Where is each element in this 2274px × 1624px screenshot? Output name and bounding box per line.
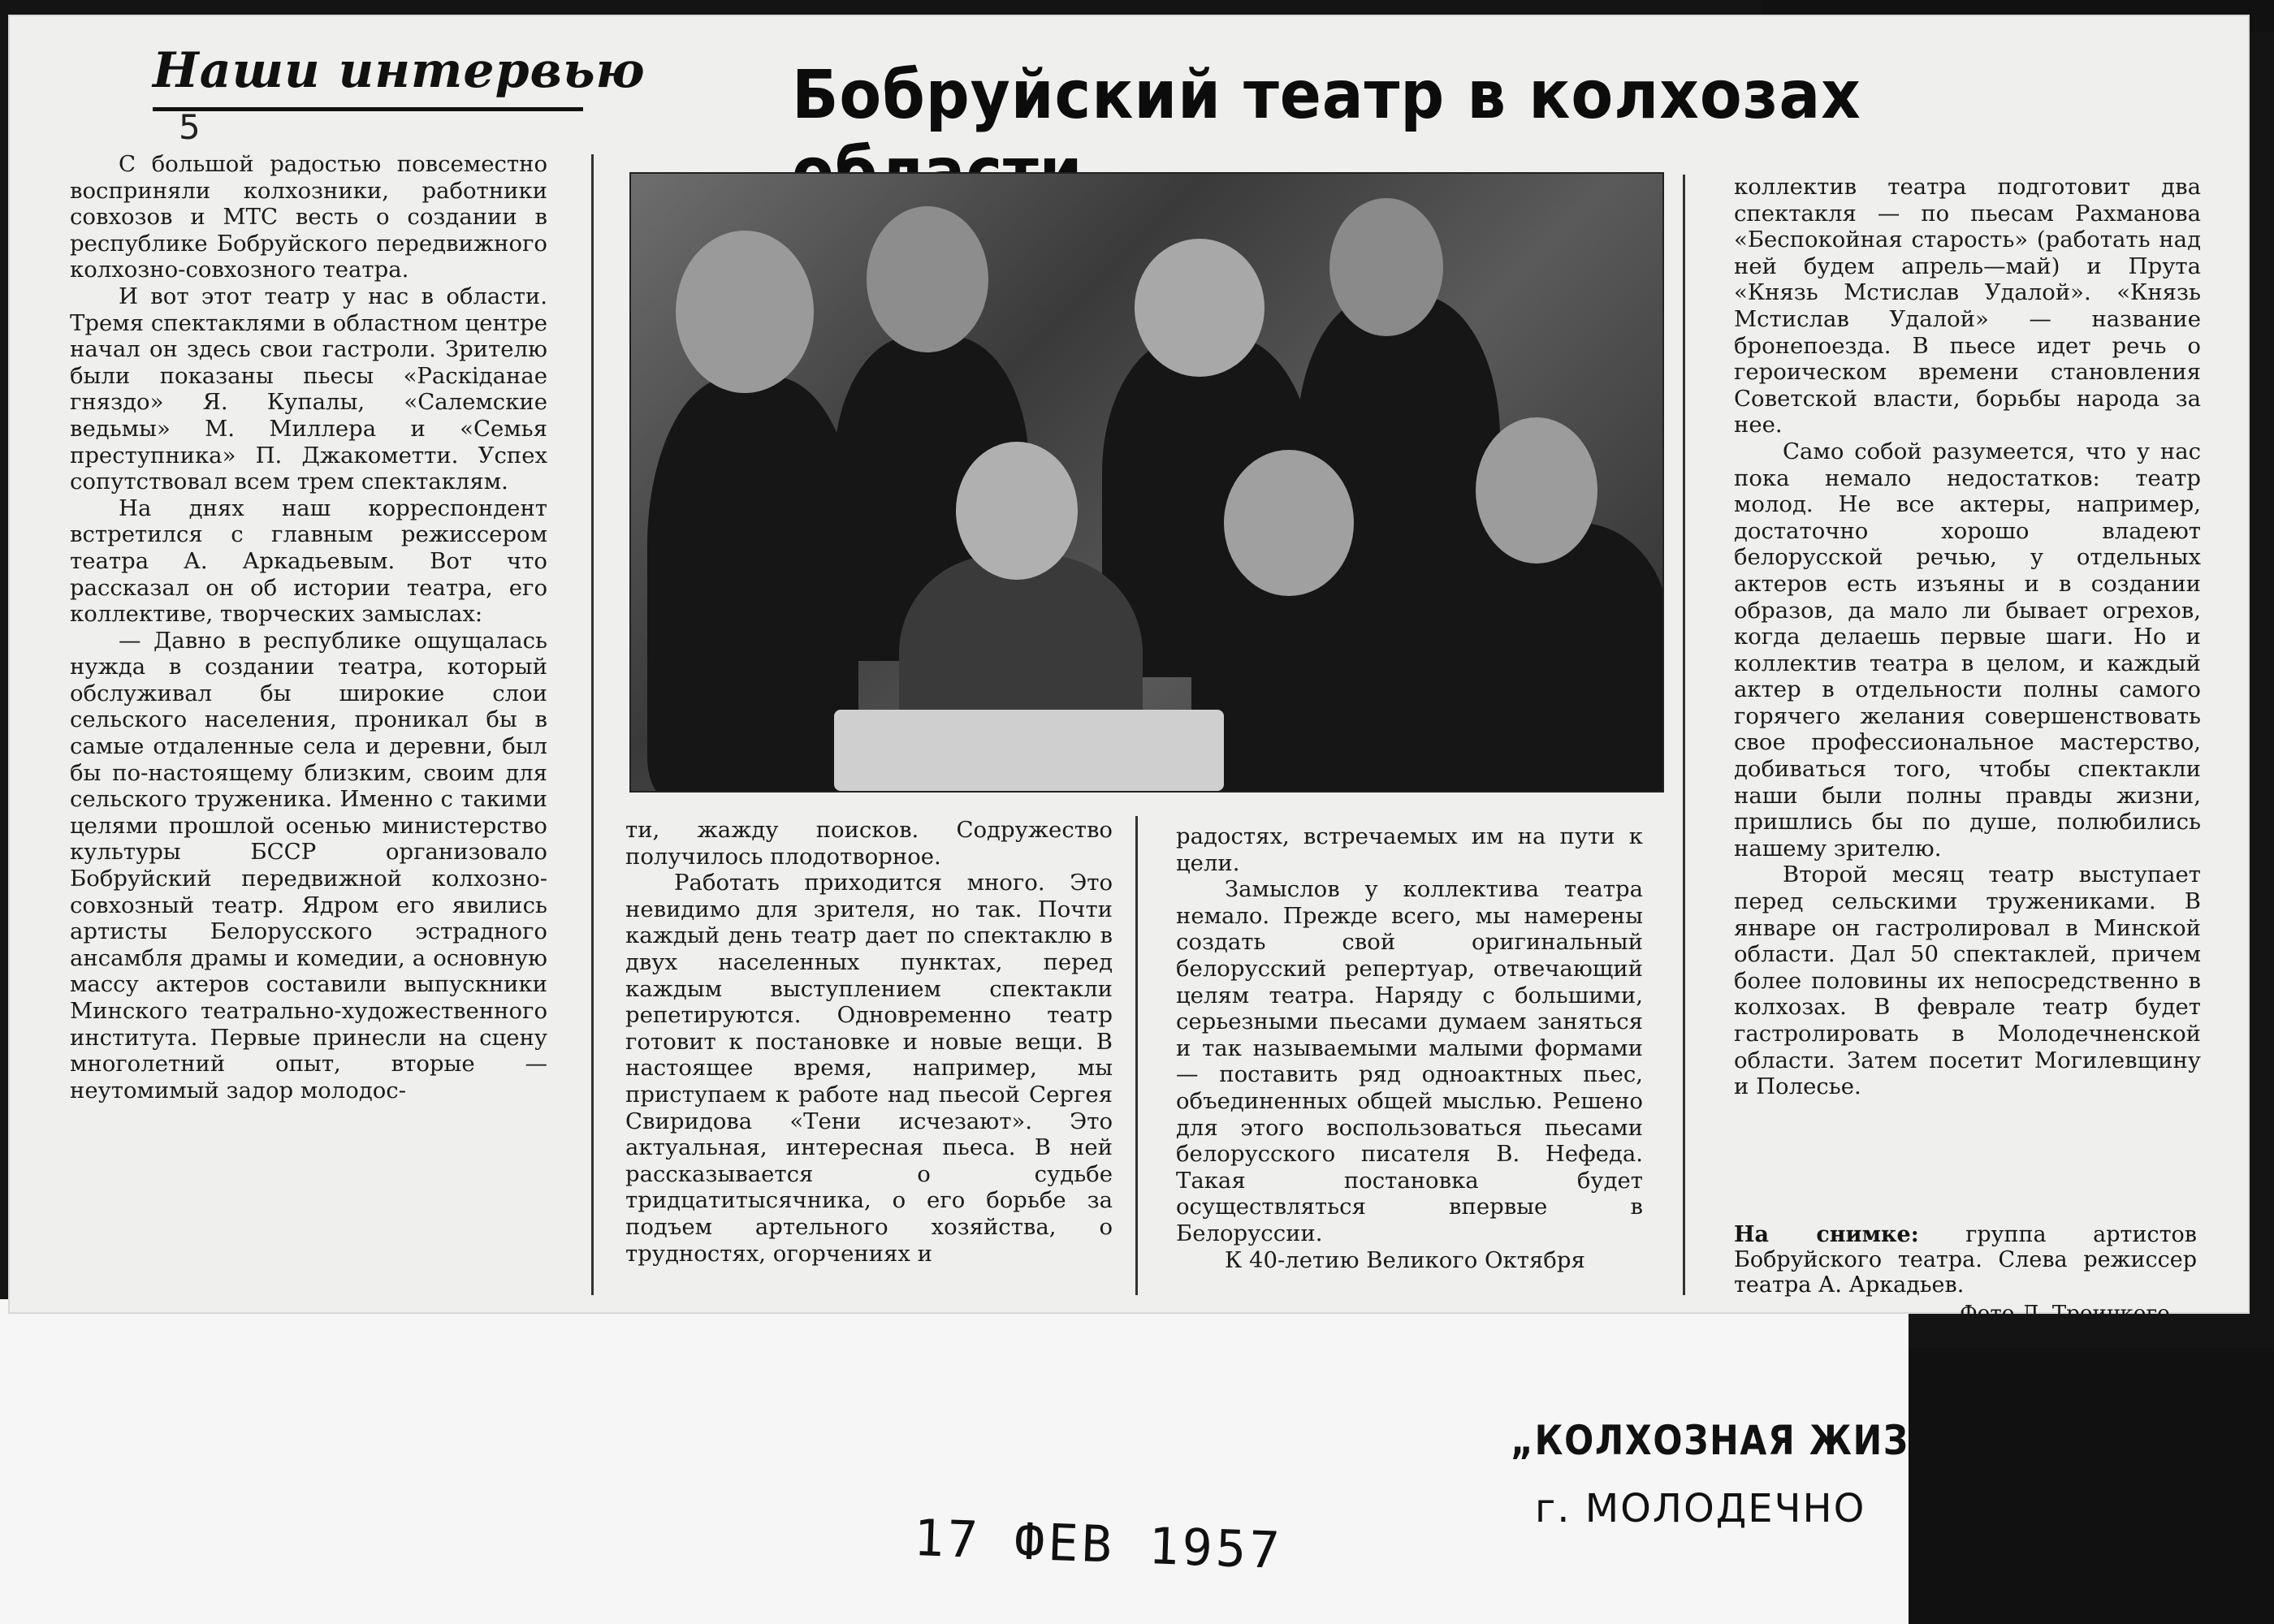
article-column-1 (70, 151, 547, 1104)
handwritten-mark: 5 (179, 107, 201, 147)
date-stamp: 17 ФЕВ 1957 (912, 1508, 1284, 1580)
rubric-underline (153, 107, 583, 111)
column-rule (1135, 816, 1138, 1295)
paragraph: коллектив театра подготовит два спектакля — по пьесам Рахманова «Беспокойная старость» (работать над ней будем апрель—май) и Прута «Князь Мстислав Удалой». «Князь Мстислав Удалой» — название бронепоезда. В пьесе идет речь о героическом времени становления Советской власти, борьбы народа за нее. (1734, 174, 2201, 438)
group-photo (629, 172, 1664, 793)
article-column-2 (625, 817, 1113, 1267)
article-headline: Бобруйский театр в колхозах (792, 57, 1861, 134)
paragraph: радостях, встречаемых им на пути к цели. (1176, 823, 1643, 876)
paragraph: Замыслов у коллектива театра немало. Прежде всего, мы намерены создать свой оригинальный белорусский репертуар, отвечающий целям театра. Наряду с большими, серьезными пьесами думаем заняться и так называемыми малыми формами — поставить ряд одноактных пьес, объединенных общей мыслью. Решено для этого воспользоваться пьесами белорусского писателя В. Нефеда. Такая постановка будет осуществляться впервые в Белоруссии. (1176, 876, 1643, 1246)
paragraph: На днях наш корреспондент встретился с главным режиссером театра А. Аркадьевым. Вот что рассказал он об истории театра, его коллективе, творческих замыслах: (70, 495, 547, 628)
paragraph: Само собой разумеется, что у нас пока немало недостатков: театр молод. Не все актеры, например, достаточно хорошо владеют белорусской речью, у отдельных актеров есть изъяны и в создании образов, да мало ли бывает огрехов, когда делаешь первые шаги. Но и коллектив театра в целом, и каждый актер в отдельности полны самого горячего желания совершенствовать свое профессиональное мастерство, добиваться того, чтобы спектакли наши были полны правды жизни, пришлись бы по душе, полюбились нашему зрителю. (1734, 438, 2201, 862)
article-column-4 (1734, 174, 2201, 1100)
column-rule (1683, 175, 1685, 1295)
paragraph: К 40-летию Великого Октября (1225, 1246, 1585, 1273)
newspaper-name-stamp: „КОЛХОЗНАЯ ЖИЗНЬ" (1511, 1417, 1987, 1464)
column-rule (591, 154, 594, 1295)
scan-corner-dark (1909, 1348, 2274, 1624)
section-rubric: Наши интервью (153, 42, 646, 99)
caption-label: На снимке: (1734, 1222, 1919, 1247)
paragraph: — Давно в республике ощущалась нужда в создании театра, который обслуживал бы широкие слои сельского населения, проникал бы в самые отдаленные села и деревни, был бы по-настоящему близким, своим для сельского труженика. Именно с такими целями прошлой осенью министерство культуры БССР организовало Бобруйский передвижной колхозно-совхозный театр. Ядром его явились артисты Белорусского эстрадного ансамбля драмы и комедии, а основную массу актеров составили выпускники Минского театрально-художественного института. Первые принесли на сцену многолетний опыт, вторые — неутомимый задор молодос- (70, 627, 547, 1104)
paragraph: Работать приходится много. Это невидимо для зрителя, но так. Почти каждый день театр дает по спектаклю в двух населенных пунктах, перед каждым выступлением спектакли репетируются. Одновременно театр готовит к постановке и новые вещи. В настоящее время, например, мы приступаем к работе над пьесой Сергея Свиридова «Тени исчезают». Это актуальная, интересная пьеса. В ней рассказывается о судьбе тридцатитысячника, о его борьбе за подъем артельного хозяйства, о трудностях, огорчениях и (625, 870, 1113, 1267)
paragraph: Второй месяц театр выступает перед сельскими тружениками. В январе он гастролировал в Минской области. Дал 50 спектаклей, причем более половины их непосредственно в колхозах. В феврале театр будет гастролировать в Молодечненской области. Затем посетит Могилевщину и Полесье. (1734, 862, 2201, 1100)
paragraph: С большой радостью повсеместно восприняли колхозники, работники совхозов и МТС весть о создании в республике Бобруйского передвижного колхозно-совхозного театра. (70, 151, 547, 283)
newspaper-city-stamp: г. МОЛОДЕЧНО (1535, 1486, 1866, 1531)
article-column-3 (1176, 823, 1643, 1273)
caption-text: группа артистов Бобруйского театра. Слева режиссер театра А. Аркадьев. (1734, 1222, 2197, 1298)
paragraph: ти, жажду поисков. Содружество получилось плодотворное. (625, 817, 1113, 870)
photo-credit: Фото Л. Троицкого. (1960, 1302, 2177, 1326)
paragraph: И вот этот театр у нас в области. Тремя спектаклями в областном центре начал он здесь свои гастроли. Зрителю были показаны пьесы «Раскіданае гняздо» Я. Купалы, «Салемские ведьмы» М. Миллера и «Семья преступника» П. Джакометти. Успех сопутствовал всем трем спектаклям. (70, 283, 547, 495)
photo-caption (1734, 1222, 2197, 1298)
